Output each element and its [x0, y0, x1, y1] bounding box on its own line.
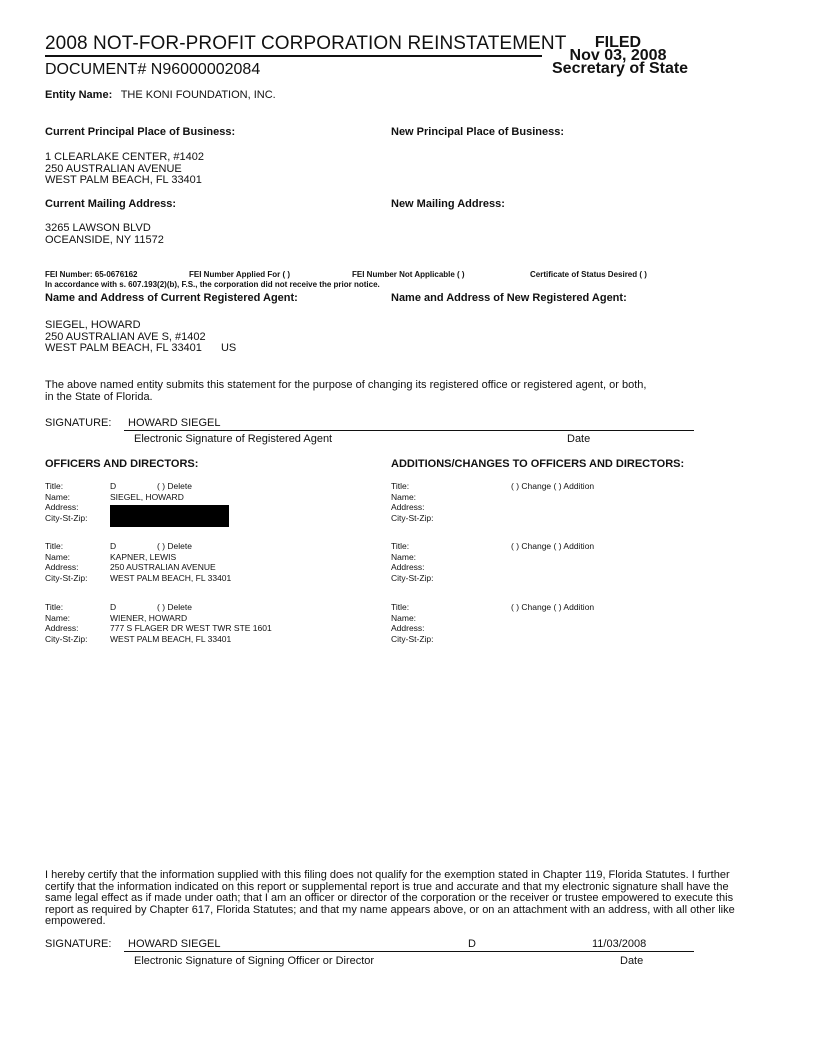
officer-name: KAPNER, LEWIS — [110, 551, 177, 562]
officer-title-label: Title: — [45, 602, 64, 612]
current-mailing-address — [45, 223, 164, 246]
officer-address: 777 S FLAGER DR WEST TWR STE 1601 — [110, 623, 272, 633]
change-title-label: Title: — [391, 602, 410, 612]
certification-text: I hereby certify that the information supplied with this filing does not qualify for the exemption stated in Chapter 119, Florida Statutes. I further certify that the information indicated on this report or supplemental report is true and accurate and that my electronic signature shall have the same legal effect as if made under oath; that I am an officer or director of the corporation or the receiver or trustee empowered to execute this report as required by Chapter 617, Florida Statutes; and that my name appears above, or on an attachment with an address, with all other like empowered. — [45, 869, 735, 927]
officer-title: D — [110, 481, 117, 491]
statement — [45, 380, 646, 403]
officer-signature-value: HOWARD SIEGEL — [128, 938, 221, 950]
document-title: 2008 NOT-FOR-PROFIT CORPORATION REINSTATEMENT — [45, 33, 567, 54]
change-addition-options: ( ) Change ( ) Addition — [511, 602, 595, 612]
officer-signature-date-caption: Date — [620, 955, 644, 967]
current-mailing-label: Current Mailing Address: — [45, 198, 176, 210]
address-line: 1 CLEARLAKE CENTER, #1402 — [45, 151, 204, 163]
prior-notice: In accordance with s. 607.193(2)(b), F.S., the corporation did not receive the prior notice. — [45, 280, 380, 289]
agent-signature-caption: Electronic Signature of Registered Agent — [134, 433, 333, 445]
entity-name-row — [45, 85, 276, 103]
address-line: WEST PALM BEACH, FL 33401 — [45, 174, 202, 186]
new-agent-label: Name and Address of New Registered Agent: — [391, 292, 627, 304]
change-title-label: Title: — [391, 541, 410, 551]
change-name-label: Name: — [391, 491, 417, 502]
change-block — [391, 602, 731, 646]
current-principal-address — [45, 152, 204, 187]
filed-date: Nov 03, 2008 — [569, 47, 667, 64]
change-block — [391, 481, 731, 525]
agent-country: US — [220, 342, 237, 354]
agent-signature-date-caption: Date — [567, 433, 591, 445]
officer-signature-caption: Electronic Signature of Signing Officer or Director — [134, 955, 375, 967]
address-line: 3265 LAWSON BLVD — [45, 222, 151, 234]
certificate-status: Certificate of Status Desired ( ) — [530, 270, 647, 279]
agent-city: WEST PALM BEACH, FL 33401 — [45, 342, 202, 354]
title-underline — [45, 55, 542, 57]
fei-not-applicable: FEI Number Not Applicable ( ) — [352, 270, 465, 279]
statement-line: The above named entity submits this statement for the purpose of changing its registered office or registered agent, or both, — [45, 379, 647, 391]
officer-name-label: Name: — [45, 491, 71, 502]
change-city-label: City-St-Zip: — [391, 633, 434, 644]
change-name-label: Name: — [391, 612, 417, 623]
new-principal-label: New Principal Place of Business: — [391, 126, 565, 138]
agent-address — [45, 320, 236, 355]
agent-signature-line — [124, 430, 694, 431]
officer-delete: ( ) Delete — [157, 541, 192, 551]
change-address-label: Address: — [391, 562, 425, 572]
address-line: 250 AUSTRALIAN AVENUE — [45, 162, 182, 175]
agent-name: SIEGEL, HOWARD — [45, 319, 141, 331]
officer-city-label: City-St-Zip: — [45, 572, 88, 583]
officer-address-label: Address: — [45, 562, 79, 572]
change-city-label: City-St-Zip: — [391, 512, 434, 523]
current-principal-label: Current Principal Place of Business: — [45, 126, 236, 138]
agent-city-row — [45, 343, 236, 355]
officer-title: D — [110, 602, 117, 612]
change-name-label: Name: — [391, 551, 417, 562]
officer-address: 250 AUSTRALIAN AVENUE — [110, 562, 216, 572]
officer-signature-date: 11/03/2008 — [592, 938, 647, 950]
officer-address-label: Address: — [45, 502, 79, 512]
entity-name-label: Entity Name: — [45, 89, 113, 101]
agent-signature-label: SIGNATURE: — [45, 417, 112, 429]
officer-signature-label: SIGNATURE: — [45, 938, 112, 950]
officer-signature-line — [124, 951, 694, 952]
change-addition-options: ( ) Change ( ) Addition — [511, 541, 595, 551]
filed-by: Secretary of State — [552, 60, 689, 77]
officer-address-label: Address: — [45, 623, 79, 633]
officer-block — [45, 541, 345, 585]
officers-heading: OFFICERS AND DIRECTORS: — [45, 458, 199, 470]
address-line: OCEANSIDE, NY 11572 — [45, 233, 164, 246]
change-block — [391, 541, 731, 585]
officer-name-label: Name: — [45, 551, 71, 562]
statement-line: in the State of Florida. — [45, 390, 153, 403]
officer-delete: ( ) Delete — [157, 602, 192, 612]
agent-street: 250 AUSTRALIAN AVE S, #1402 — [45, 330, 206, 343]
officer-city-label: City-St-Zip: — [45, 512, 88, 523]
entity-name-value: THE KONI FOUNDATION, INC. — [120, 89, 276, 101]
officer-name-label: Name: — [45, 612, 71, 623]
officer-name: WIENER, HOWARD — [110, 612, 188, 623]
change-addition-options: ( ) Change ( ) Addition — [511, 481, 595, 491]
changes-heading: ADDITIONS/CHANGES TO OFFICERS AND DIRECTORS: — [391, 458, 685, 470]
officer-delete: ( ) Delete — [157, 481, 192, 491]
change-title-label: Title: — [391, 481, 410, 491]
officer-title-label: Title: — [45, 541, 64, 551]
officer-signature-title: D — [468, 938, 476, 950]
officer-city: WEST PALM BEACH, FL 33401 — [110, 572, 232, 583]
document-number: DOCUMENT# N96000002084 — [45, 61, 261, 78]
officer-block — [45, 602, 345, 646]
officer-title: D — [110, 541, 117, 551]
agent-signature-value: HOWARD SIEGEL — [128, 417, 221, 429]
filed-label: FILED — [594, 34, 642, 51]
fei-number: FEI Number: 65-0676162 — [45, 270, 138, 279]
officer-city: WEST PALM BEACH, FL 33401 — [110, 633, 232, 644]
current-agent-label: Name and Address of Current Registered Agent: — [45, 292, 298, 304]
new-mailing-label: New Mailing Address: — [391, 198, 505, 210]
change-city-label: City-St-Zip: — [391, 572, 434, 583]
redacted-address — [110, 505, 229, 527]
officer-name: SIEGEL, HOWARD — [110, 491, 184, 502]
officer-city-label: City-St-Zip: — [45, 633, 88, 644]
officer-title-label: Title: — [45, 481, 64, 491]
fei-applied: FEI Number Applied For ( ) — [189, 270, 291, 279]
change-address-label: Address: — [391, 623, 425, 633]
filed-stamp — [552, 34, 689, 77]
change-address-label: Address: — [391, 502, 425, 512]
